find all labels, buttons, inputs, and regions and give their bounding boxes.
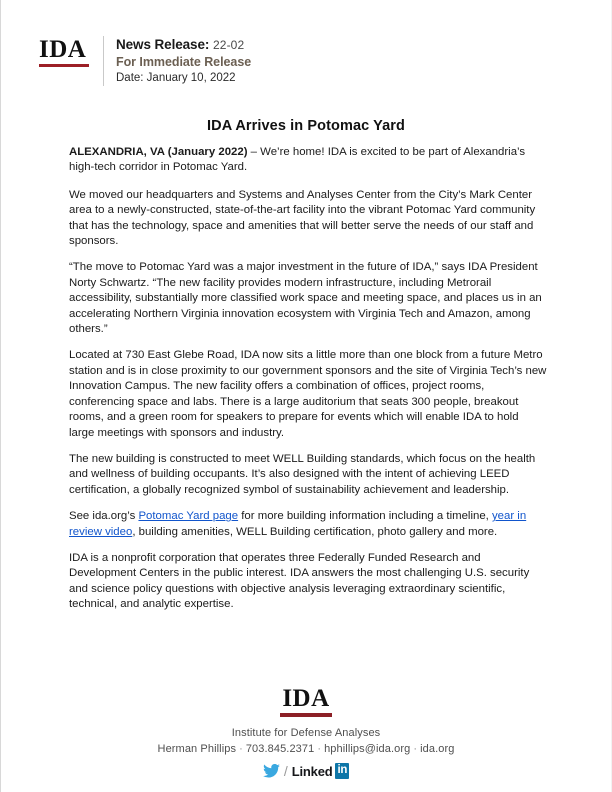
ida-logo-text: IDA	[39, 36, 87, 63]
potomac-yard-page-link[interactable]: Potomac Yard page	[138, 510, 239, 523]
footer	[1, 686, 611, 779]
immediate-release-label: For Immediate Release	[116, 55, 252, 69]
paragraph-links	[69, 509, 547, 540]
paragraph-boilerplate: IDA is a nonprofit corporation that operates three Federally Funded Research and Development Centers in the public interest. IDA answers the most challenging U.S. security and science policy questions with objective analysis leveraging extraordinary scientific, technical, and analytic expertise.	[69, 551, 530, 611]
ida-logo-rule	[39, 64, 89, 67]
masthead-text	[116, 36, 251, 86]
release-date: Date: January 10, 2022	[116, 72, 236, 84]
release-line	[116, 37, 251, 53]
paragraph-quote: “The move to Potomac Yard was a major investment in the future of IDA,” says IDA President Norty Schwartz. “The new facility provides modern infrastructure, including Metrorail accessibility, substantially more classified work space and meeting space, and places us in an accelerating Northern Virginia innovation ecosystem with Virginia Tech and Amazon, among others.”	[69, 261, 542, 336]
linkedin-label[interactable]: Linked	[291, 763, 333, 779]
twitter-bird-icon[interactable]	[263, 764, 280, 778]
organization-name: Institute for Defense Analyses	[231, 727, 381, 739]
page-title: IDA Arrives in Potomac Yard	[207, 118, 405, 134]
dateline: ALEXANDRIA, VA (January 2022)	[69, 146, 248, 158]
lead-text: – We’re home! IDA is excited to be part of Alexandria’s high-tech corridor in Potomac Yard.	[69, 146, 526, 174]
contact-separator-2: ·	[317, 743, 322, 755]
footer-ida-logo-icon	[280, 686, 332, 717]
contact-separator-3: ·	[413, 743, 418, 755]
paragraph-lead	[69, 145, 547, 176]
links-text-middle: for more building information including a timeline,	[238, 510, 492, 523]
footer-logo-rule	[280, 713, 332, 717]
contact-phone: 703.845.2371	[245, 743, 315, 755]
contact-website: ida.org	[420, 743, 455, 755]
linkedin-icon[interactable]: in	[335, 763, 349, 779]
contact-email: hphillips@ida.org	[324, 743, 411, 755]
paragraph-move: We moved our headquarters and Systems and Analyses Center from the City’s Mark Center area to a newly-constructed, state-of-the-art facility into the vibrant Potomac Yard community that has the technology, space and amenities that will better serve the needs of our staff and sponsors.	[69, 188, 536, 248]
footer-logo-text: IDA	[282, 685, 330, 712]
links-text-after: , building amenities, WELL Building certification, photo gallery and more.	[132, 525, 498, 538]
links-text-before: See ida.org’s	[69, 510, 139, 523]
contact-separator-1: ·	[239, 743, 243, 755]
year-in-review-video-link[interactable]: year in review video	[69, 510, 527, 538]
contact-name: Herman Phillips	[157, 743, 237, 755]
masthead-divider	[103, 36, 104, 86]
ida-logo-icon	[39, 36, 103, 67]
paragraph-well-building: The new building is constructed to meet WELL Building standards, which focus on the health and wellness of building occupants. It’s also designed with the intent of achieving LEED certification, a globally recognized symbol of sustainability achievement and leadership.	[69, 452, 536, 496]
social-links	[1, 763, 611, 779]
masthead	[39, 36, 251, 86]
social-separator: /	[283, 763, 288, 779]
contact-line	[1, 743, 611, 755]
release-number: 22-02	[213, 38, 245, 52]
article-body	[69, 145, 547, 624]
release-label: News Release:	[116, 37, 210, 52]
paragraph-location: Located at 730 East Glebe Road, IDA now sits a little more than one block from a future Metro station and is in close proximity to our government sponsors and the site of Virginia Tech’s new Innovation Campus. The new facility offers a combination of offices, project rooms, conferencing space and labs. There is a large auditorium that seats 300 people, breakout rooms, and a green room for speakers to prepare for events which will enable IDA to hold large meetings with sponsors and industry.	[69, 349, 547, 439]
